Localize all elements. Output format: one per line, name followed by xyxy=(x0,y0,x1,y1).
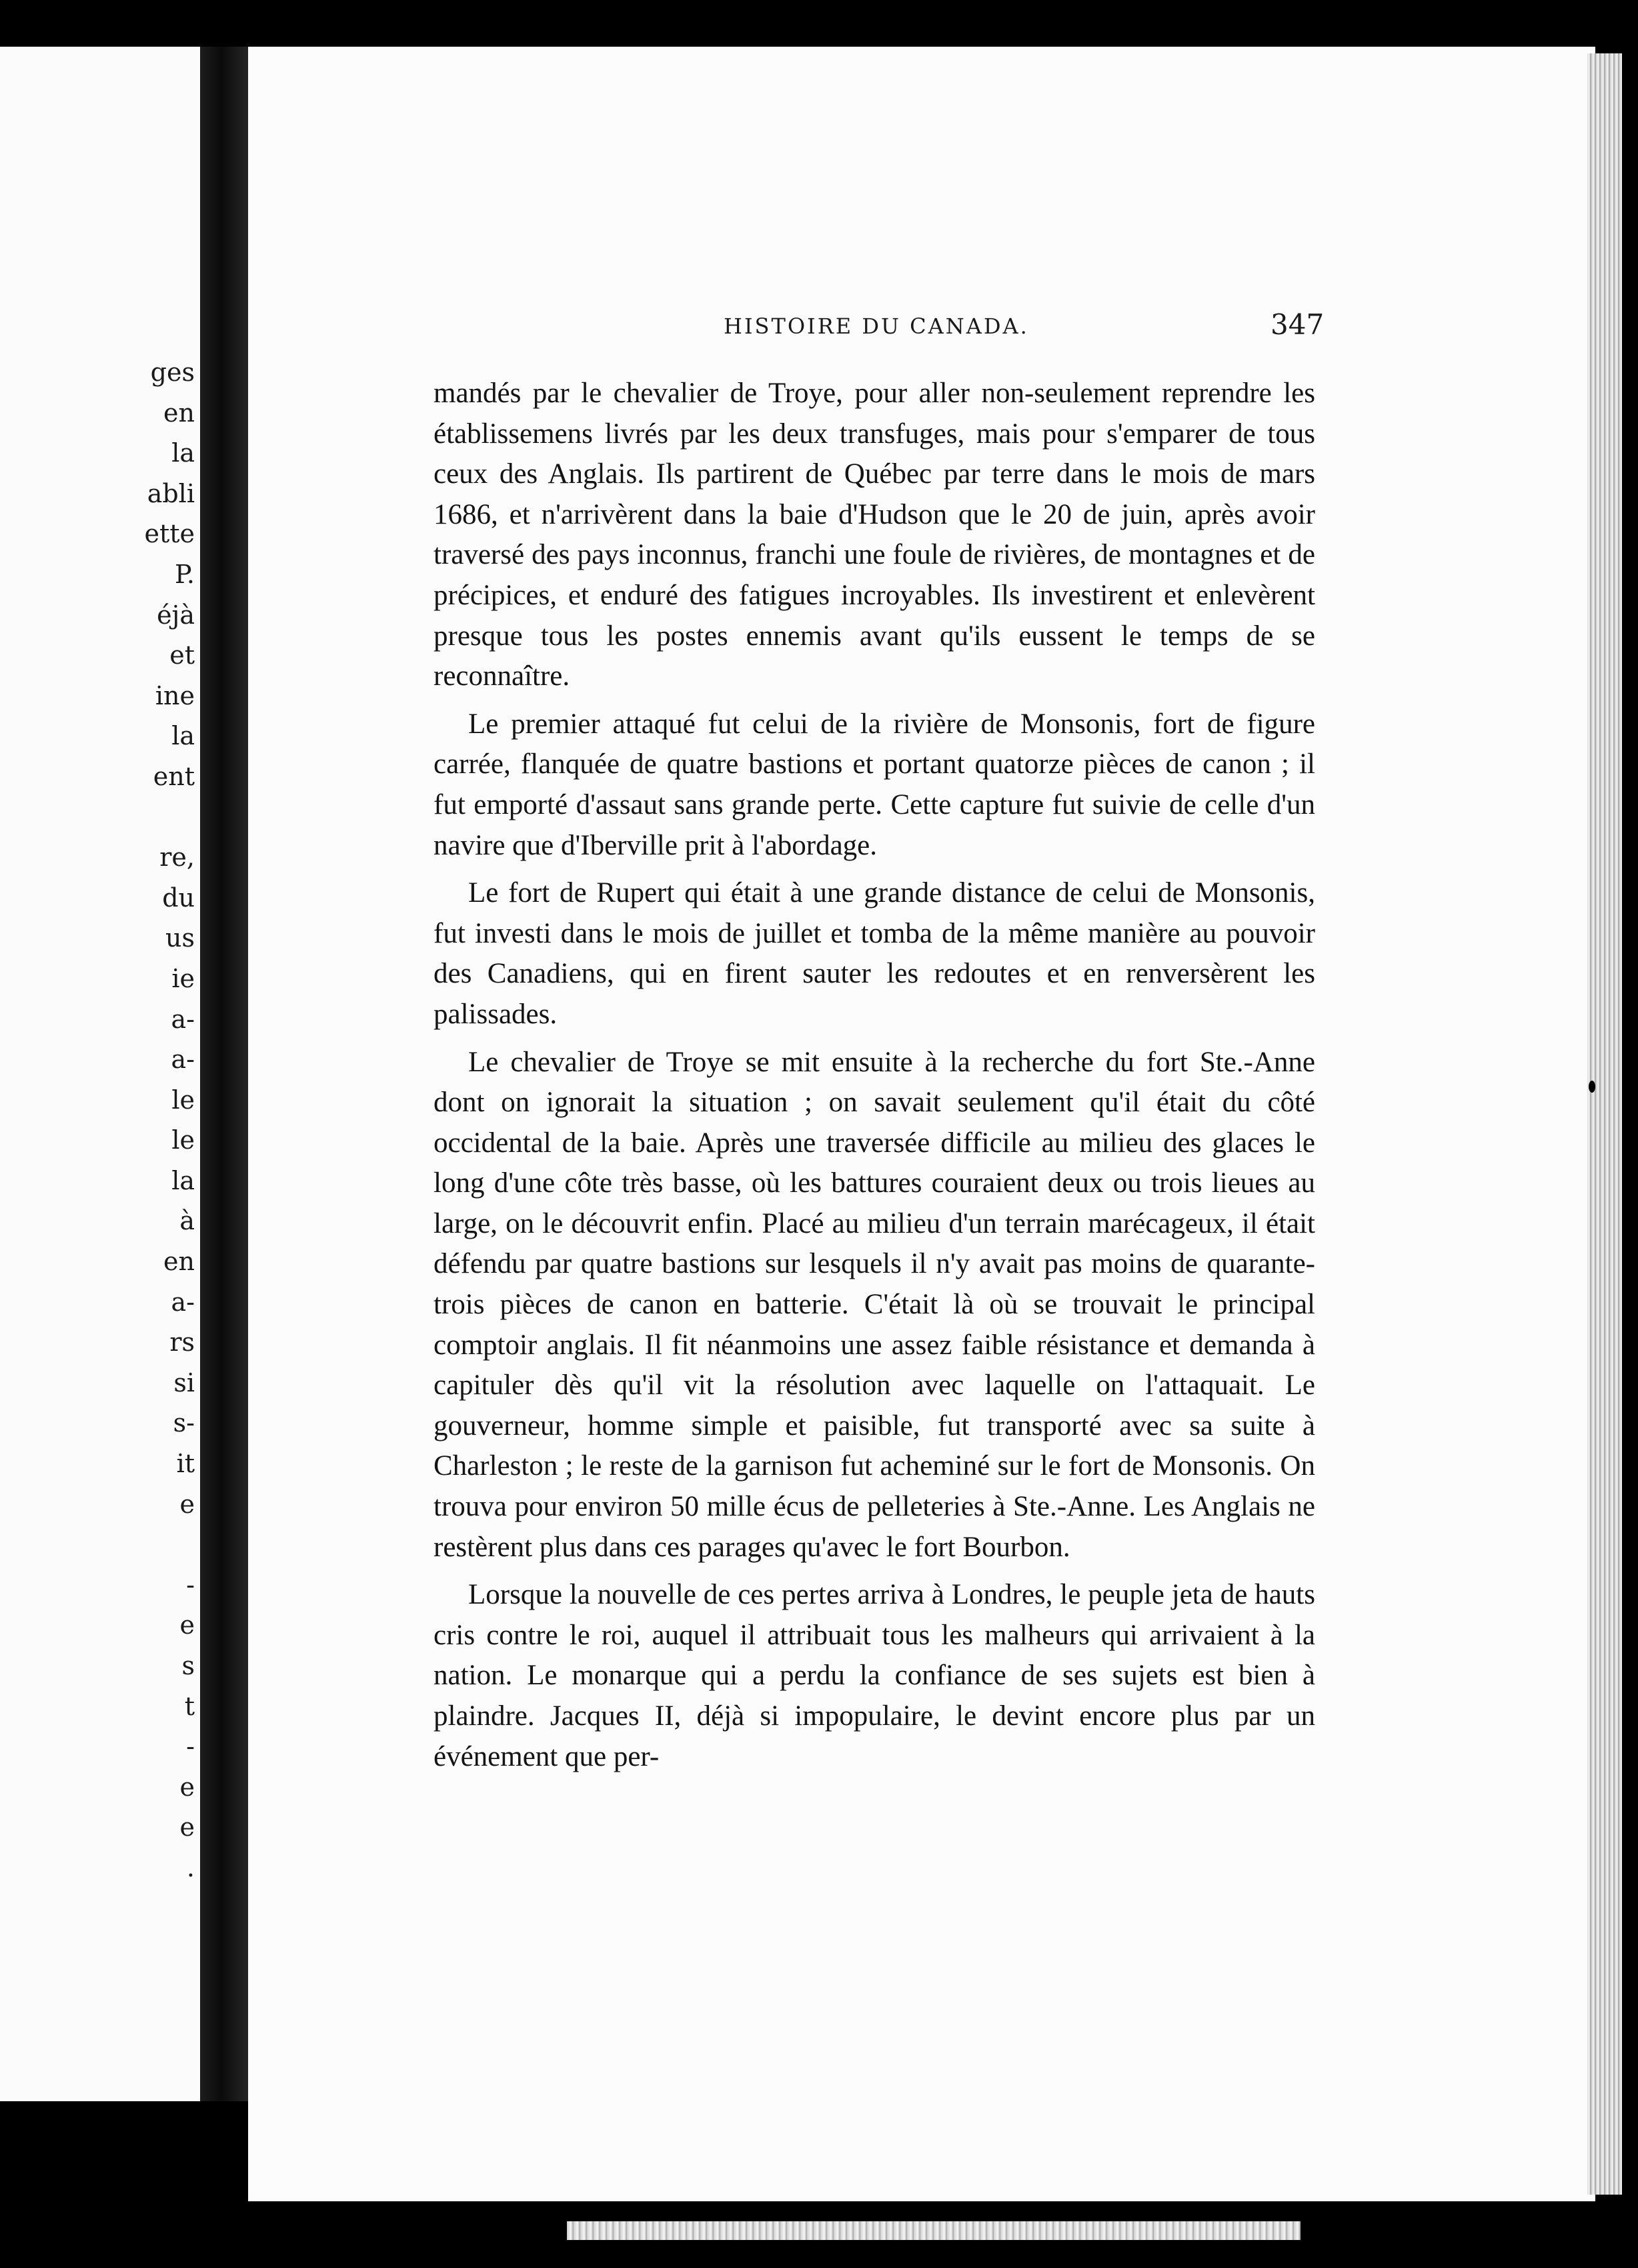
left-page-fragment: en xyxy=(163,1247,195,1277)
paragraph-rupert: Le fort de Rupert qui était à une grande distance de celui de Monsonis, fut investi dans le mois de juillet et tomba de la même manière au pouvoir des Canadiens, qui en firent sauter les redoutes et en renversèrent les palissades. xyxy=(434,877,1315,1030)
body-text xyxy=(434,374,1315,1777)
left-page-fragment: éjà xyxy=(157,600,195,630)
left-page-fragment: ie xyxy=(171,963,195,993)
paragraph-ste-anne: Le chevalier de Troye se mit ensuite à la recherche du fort Ste.-Anne dont on ignorait la situation ; on savait seulement qu'il était du côté occidental de la baie. Après une traversée difficile au milieu des glaces le long d'une côte très basse, où les battures couraient deux ou trois lieues au large, on le découvrit enfin. Placé au milieu d'un terrain marécageux, il était défendu par quatre bastions sur lesquels il n'y avait pas moins de quarante-trois pièces de canon en batterie. C'était là où se trouvait le principal comptoir anglais. Il fit néanmoins une assez faible résistance et demanda à capituler dès qu'il vit la résolution avec laquelle on l'attaquait. Le gouverneur, homme simple et paisible, fut transporté avec sa suite à Charleston ; le reste de la garnison fut acheminé sur le fort de Monsonis. On trouva pour environ 50 mille écus de pelleteries à Ste.-Anne. Les Anglais ne restèrent plus dans ces parages qu'avec le fort Bourbon. xyxy=(434,1046,1315,1563)
left-facing-page xyxy=(0,47,200,2101)
page-number: 347 xyxy=(1271,308,1325,341)
book-gutter xyxy=(200,47,253,2101)
left-page-fragment: la xyxy=(171,438,195,468)
bottom-page-edges xyxy=(567,2221,1301,2240)
scan-speck xyxy=(1589,1081,1595,1093)
left-page-fragment: le xyxy=(171,1125,195,1155)
left-page-fragment: s xyxy=(181,1651,195,1680)
left-page-fragment: ent xyxy=(153,761,195,791)
paragraph-continued: mandés par le chevalier de Troye, pour aller non-seulement reprendre les établissemens livrés par les deux transfuges, mais pour s'emparer de tous ceux des Anglais. Ils partirent de Québec par terre dans le mois de mars 1686, et n'arrivèrent dans la baie d'Hudson que le 20 de juin, après avoir traversé des pays inconnus, franchi une foule de rivières, de montagnes et de précipices, et enduré des fatigues incroyables. Ils investirent et enlevèrent presque tous les postes ennemis avant qu'ils eussent le temps de se reconnaître. xyxy=(434,378,1315,692)
left-page-fragment: ette xyxy=(144,519,195,549)
left-page-fragment: t xyxy=(184,1691,195,1721)
left-page-fragment: la xyxy=(171,721,195,751)
left-page-fragment: e xyxy=(179,1812,195,1842)
left-page-fragment: la xyxy=(171,1165,195,1195)
left-page-fragment: le xyxy=(171,1085,195,1115)
left-page-fragment: . xyxy=(186,1852,195,1882)
left-page-fragment: us xyxy=(165,923,195,953)
left-page-fragment: et xyxy=(169,640,195,670)
left-page-fragment: ine xyxy=(155,680,195,710)
left-page-fragment: s- xyxy=(173,1408,195,1438)
paragraph-monsonis: Le premier attaqué fut celui de la rivière de Monsonis, fort de figure carrée, flanquée de quatre bastions et portant quatorze pièces de canon ; il fut emporté d'assaut sans grande perte. Cette capture fut suivie de celle d'un navire que d'Iberville prit à l'abordage. xyxy=(434,708,1315,861)
left-page-fragment: re, xyxy=(159,842,195,873)
left-page-fragment xyxy=(115,797,195,838)
left-page-fragment: ges xyxy=(150,358,195,387)
left-page-fragment: e xyxy=(179,1489,195,1519)
running-title: HISTOIRE DU CANADA. xyxy=(724,314,1029,339)
left-page-fragment: rs xyxy=(169,1327,195,1357)
left-page-fragment: en xyxy=(163,398,195,428)
left-page-fragment: - xyxy=(186,1732,195,1762)
paragraph-londres: Lorsque la nouvelle de ces pertes arriva à Londres, le peuple jeta de hauts cris contre le roi, auquel il attribuait tous les malheurs qui arrivaient à la nation. Le monarque qui a perdu la confiance de ses sujets est bien à plaindre. Jacques II, déjà si impopulaire, le devint encore plus par un événement que per- xyxy=(434,1579,1315,1772)
left-page-fragment xyxy=(115,1524,195,1565)
left-page-fragment: P. xyxy=(175,559,195,589)
left-page-fragment: a- xyxy=(171,1004,195,1034)
left-page-fragment: a- xyxy=(171,1287,195,1317)
left-page-fragment: it xyxy=(176,1449,195,1479)
left-page-fragment: abli xyxy=(147,478,195,508)
left-page-fragment: si xyxy=(173,1367,195,1397)
left-page-fragment: à xyxy=(179,1206,195,1236)
left-page-fragment: du xyxy=(162,883,195,913)
left-page-fragment: e xyxy=(179,1610,195,1640)
left-page-line-fragments xyxy=(115,352,195,1888)
left-page-fragment: - xyxy=(186,1570,195,1600)
page-edges xyxy=(1587,53,1622,2195)
left-page-fragment: e xyxy=(179,1772,195,1802)
left-page-fragment: a- xyxy=(171,1045,195,1075)
